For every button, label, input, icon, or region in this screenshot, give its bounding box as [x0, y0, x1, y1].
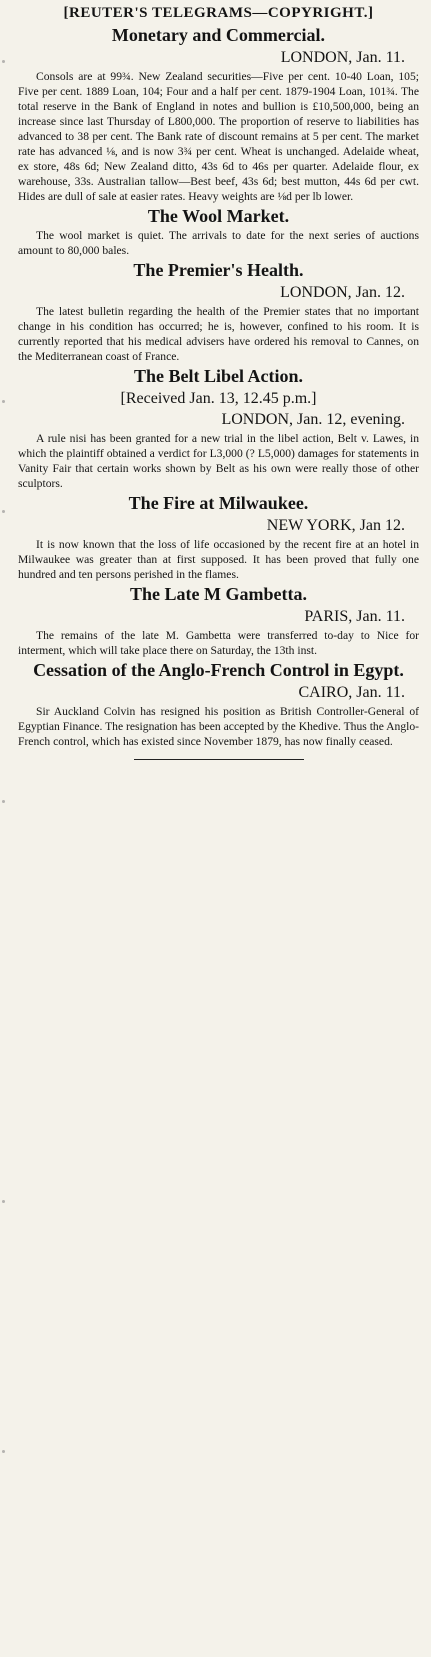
section-title: The Wool Market.: [147, 206, 290, 226]
section-dateline: CAIRO, Jan. 11.: [298, 684, 405, 701]
section-body: The remains of the late M. Gambetta were transferred to-day to Nice for interment, which will take place there on Saturday, the 13th inst.: [18, 629, 419, 657]
section-body: Consols are at 99¾. New Zealand securities—Five per cent. 10-40 Loan, 105; Five per cent. 1889 Loan, 104; Four and a half per cent. 1879-1904 Loan, 101¾. The total reserve in the Bank of England in notes and bullion is £10,500,000, being an increase since last Thursday of L800,000. The proportion of reserve to liabilities has advanced to 38 per cent. The Bank rate of discount remains at 5 per cent. The market rate has advanced ⅛, and is now 3¾ per cent. Wheat is unchanged. Adelaide wheat, ex store, 48s 6d; New Zealand ditto, 43s 6d to 46s per quarter. Adelaide flour, ex warehouse, 33s. Australian tallow—Best beef, 43s 6d; best mutton, 44s 6d per cwt. Hides are dull of sale at easier rates. Heavy weights are ⅛d per lb lower.: [18, 70, 419, 203]
margin-speck: [2, 510, 5, 513]
margin-speck: [2, 1450, 5, 1453]
margin-speck: [2, 800, 5, 803]
section-title: Monetary and Commercial.: [111, 25, 326, 45]
section-dateline: LONDON, Jan. 12.: [280, 284, 405, 301]
section-body: A rule nisi has been granted for a new trial in the libel action, Belt v. Lawes, in which the plaintiff obtained a verdict for L3,000 (? L5,000) damages for statements in Vanity Fair that certain works shown by Belt as his own were really those of other sculptors.: [18, 432, 419, 490]
received-note: [Received Jan. 13, 12.45 p.m.]: [120, 390, 317, 407]
section-title: The Fire at Milwaukee.: [128, 493, 309, 513]
section-monetary: [18, 23, 419, 204]
margin-speck: [2, 1200, 5, 1203]
margin-speck: [2, 60, 5, 63]
section-dateline: PARIS, Jan. 11.: [304, 608, 405, 625]
section-body: The latest bulletin regarding the health of the Premier states that no important change in his condition has occurred; he is, however, confined to his room. It is currently reported that his medical advisers have ordered his removal to Cannes, on the Mediterranean coast of France.: [18, 305, 419, 363]
column-header: [REUTER'S TELEGRAMS—COPYRIGHT.]: [63, 5, 374, 21]
section-body: Sir Auckland Colvin has resigned his position as British Controller-General of Egyptian Finance. The resignation has been accepted by the Khedive. Thus the Anglo-French control, which has existed since November 1879, has now finally ceased.: [18, 705, 419, 748]
section-title: Cessation of the Anglo-French Control in Egypt.: [33, 660, 404, 680]
section-wool: [18, 204, 419, 258]
margin-speck: [2, 400, 5, 403]
section-title: The Belt Libel Action.: [133, 366, 303, 386]
section-egypt: [18, 658, 419, 749]
section-body: The wool market is quiet. The arrivals to date for the next series of auctions amount to 80,000 bales.: [18, 229, 419, 257]
section-premier: [18, 258, 419, 364]
section-dateline: LONDON, Jan. 11.: [280, 49, 405, 66]
section-dateline: NEW YORK, Jan 12.: [266, 517, 405, 534]
section-belt-libel: [18, 364, 419, 491]
section-title: The Late M Gambetta.: [130, 584, 307, 604]
section-milwaukee: [18, 491, 419, 582]
section-title: The Premier's Health.: [133, 260, 304, 280]
section-dateline: LONDON, Jan. 12, evening.: [221, 411, 405, 428]
section-body: It is now known that the loss of life occasioned by the recent fire at an hotel in Milwaukee was greater than at first supposed. It has been proved that fully one hundred and ten persons perished in the flames.: [18, 538, 419, 581]
section-gambetta: [18, 582, 419, 658]
closing-rule: [134, 759, 304, 760]
